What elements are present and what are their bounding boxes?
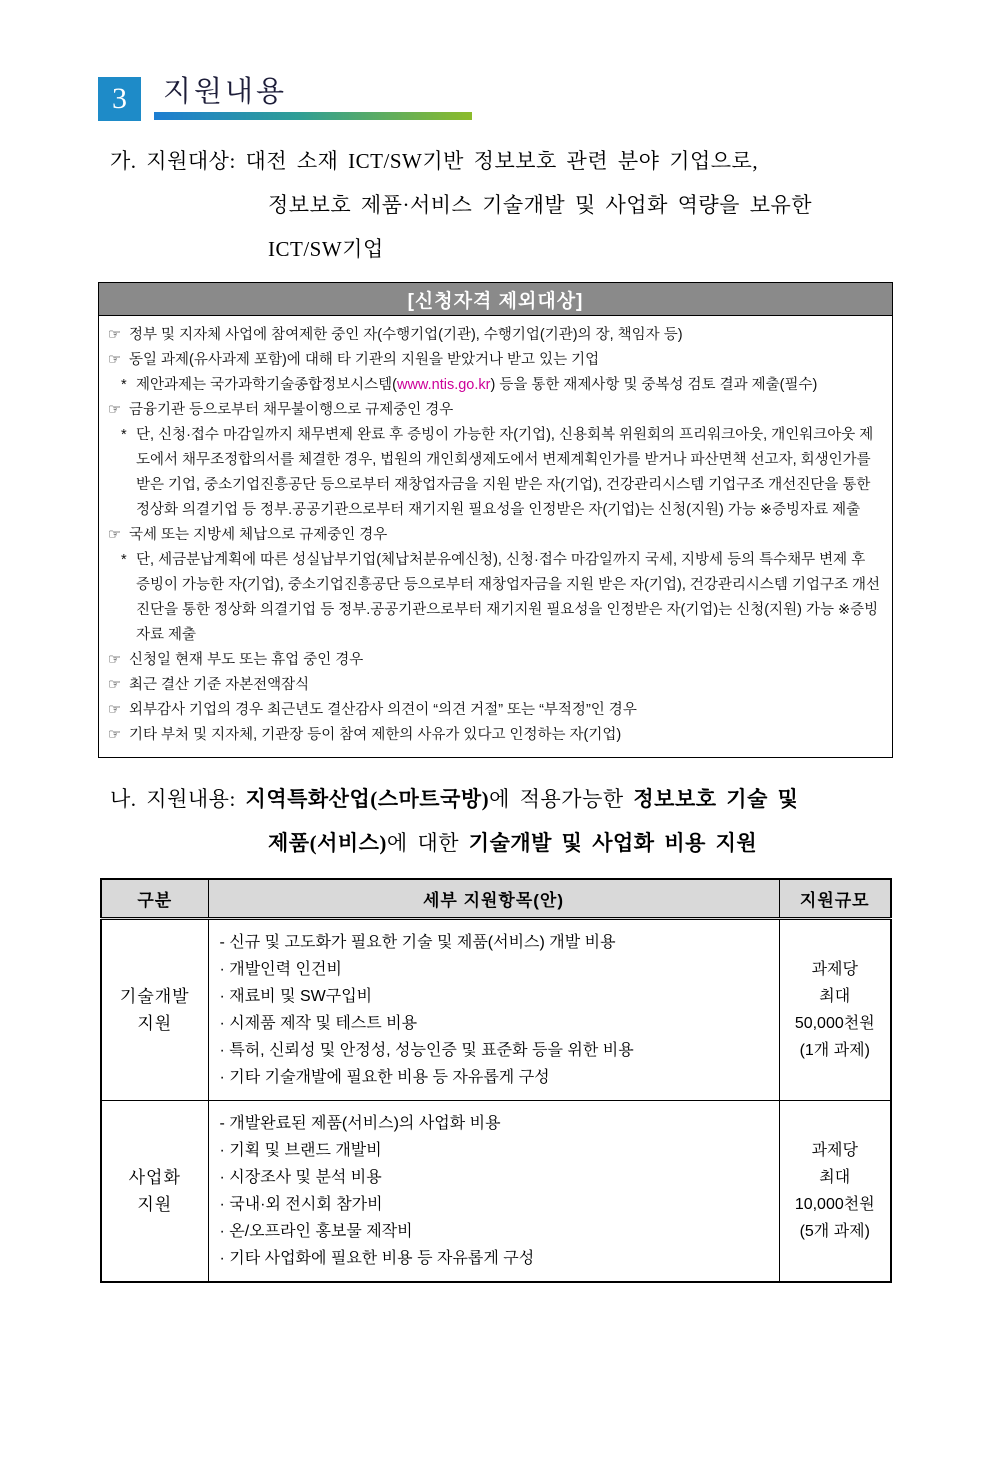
item-line: · 온/오프라인 홍보물 제작비 [219,1223,413,1240]
exclusion-box [98,282,893,758]
item-line: · 시장조사 및 분석 비용 [219,1169,382,1186]
exclusion-item-text: 정부 및 지자체 사업에 참여제한 중인 자(수행기업(기관), 수행기업(기관)의 장, 책임자 등) [129,327,683,343]
item-label: 가. [110,149,137,173]
item-line: - 신규 및 고도화가 필요한 기술 및 제품(서비스) 개발 비용 [219,934,616,951]
table-header-row [101,879,891,919]
item-line: · 기획 및 브랜드 개발비 [219,1142,382,1159]
exclusion-note-text: 단, 세금분납계획에 따른 성실납부기업(체납처분유예신청), 신청·접수 마감일까지 국세, 지방세 등의 특수채무 변제 후 증빙이 가능한 자(기업), 중소기업진흥공단 등으로부터 재창업자금을 지원 받은 자(기업), 건강관리시스템 기업구조 개선진단을 통한 정상화 의결기업 등 정부.공공기관으로부터 재기지원 필요성을 인정받은 자(기업)는 신청(지원) 가능 ※증빙자료 제출 [136,552,881,643]
item-line: · 재료비 및 SW구입비 [219,988,373,1005]
support-target-paragraph [110,139,894,271]
asterisk-marker: * [121,552,127,568]
item-line: · 기타 사업화에 필요한 비용 등 자유롭게 구성 [219,1250,535,1267]
scale-line: (1개 과제) [799,1042,870,1059]
exclusion-note-text [136,373,883,398]
paragraph-line [110,139,894,183]
paragraph-line [110,821,894,865]
exclusion-item-text: 동일 과제(유사과제 포함)에 대해 타 기관의 지원을 받았거나 받고 있는 기업 [129,352,600,368]
paragraph-text: 대전 소재 ICT/SW기반 정보보호 관련 분야 기업으로, [245,149,759,173]
exclusion-item-text: 금융기관 등으로부터 채무불이행으로 규제중인 경우 [129,402,454,418]
document-page [0,77,992,1480]
pointer-icon: ☞ [108,702,121,718]
exclusion-item [108,523,883,548]
item-line: · 시제품 제작 및 테스트 비용 [219,1015,418,1032]
pointer-icon: ☞ [108,527,121,543]
pointer-icon: ☞ [108,352,121,368]
exclusion-item [108,648,883,673]
scale-line: 최대 [819,1169,851,1186]
pointer-icon: ☞ [108,402,121,418]
scale-cell [779,919,891,1101]
table-row-commercialization [101,1101,891,1283]
item-heading: 지원대상: [146,149,236,173]
asterisk-marker: * [121,427,127,443]
item-label: 나. [110,787,137,811]
item-line: · 기타 기술개발에 필요한 비용 등 자유롭게 구성 [219,1069,550,1086]
exclusion-box-title: [신청자격 제외대상] [98,282,893,316]
category-line: 지원 [137,1014,173,1033]
bold-text: 지역특화산업(스마트국방) [245,787,490,811]
note-text-after-link: ) 등을 통한 재제사항 및 중복성 검토 결과 제출(필수) [490,377,818,393]
exclusion-item-text: 외부감사 기업의 경우 최근년도 결산감사 의견이 “의견 거절” 또는 “부적정”인 경우 [129,702,637,718]
plain-text: 에 적용가능한 [489,787,634,811]
pointer-icon: ☞ [108,727,121,743]
bold-text: 제품(서비스) [268,831,387,855]
section-header [98,77,992,121]
col-header-category: 구분 [101,879,208,919]
paragraph-line: ICT/SW기업 [268,237,384,261]
category-line: 지원 [137,1195,173,1214]
pointer-icon: ☞ [108,327,121,343]
exclusion-item [108,698,883,723]
section-title-block [154,77,472,120]
item-line: · 개발인력 인건비 [219,961,342,978]
exclusion-item [108,398,883,423]
bold-text: 기술개발 및 사업화 비용 지원 [468,831,758,855]
scale-line: 50,000천원 [794,1015,875,1032]
item-line: - 개발완료된 제품(서비스)의 사업화 비용 [219,1115,501,1132]
section-title: 지원내용 [163,76,288,108]
support-content-paragraph [110,777,894,865]
bold-text: 정보보호 기술 및 [633,787,799,811]
scale-line: 과제당 [811,961,858,978]
exclusion-note [121,423,883,523]
exclusion-item-text: 국세 또는 지방세 체납으로 규제중인 경우 [129,527,388,543]
exclusion-item-text: 신청일 현재 부도 또는 휴업 중인 경우 [129,652,364,668]
exclusion-box-list [98,316,893,758]
asterisk-marker: * [121,377,127,393]
exclusion-item [108,348,883,373]
section-number-badge: 3 [98,77,141,121]
exclusion-item [108,723,883,748]
paragraph-line: 정보보호 제품·서비스 기술개발 및 사업화 역량을 보유한 [268,193,813,217]
category-line: 기술개발 [119,987,190,1006]
item-line: · 특허, 신뢰성 및 안정성, 성능인증 및 표준화 등을 위한 비용 [219,1042,634,1059]
support-table [100,878,892,1283]
scale-cell [779,1101,891,1283]
exclusion-note [121,373,883,398]
exclusion-item [108,673,883,698]
paragraph-line [110,777,894,821]
item-line: · 국내·외 전시회 참가비 [219,1196,383,1213]
category-line: 사업화 [128,1168,181,1187]
ntis-link[interactable]: www.ntis.go.kr [396,377,491,393]
category-cell [101,1101,208,1283]
title-underline-gradient [154,112,472,120]
scale-line: 10,000천원 [794,1196,875,1213]
exclusion-item-text: 기타 부처 및 지자체, 기관장 등이 참여 제한의 사유가 있다고 인정하는 자(기업) [129,727,622,743]
items-cell [208,919,779,1101]
category-cell [101,919,208,1101]
pointer-icon: ☞ [108,652,121,668]
exclusion-note-text: 단, 신청·접수 마감일까지 채무변제 완료 후 증빙이 가능한 자(기업), 신용회복 위원회의 프리워크아웃, 개인워크아웃 제도에서 채무조정합의서를 체결한 경우, 법원의 개인회생제도에서 변제계획인가를 받거나 파산면책 선고자, 회생인가를 받은 기업, 중소기업진흥공단 등으로부터 재창업자금을 지원 받은 자(기업), 건강관리시스템 기업구조 개선진단을 통한 정상화 의결기업 등 정부.공공기관으로부터 재기지원 필요성을 인정받은 자(기업)는 신청(지원) 가능 ※증빙자료 제출 [136,427,874,518]
exclusion-item-text: 최근 결산 기준 자본전액잠식 [129,677,310,693]
col-header-items: 세부 지원항목(안) [208,879,779,919]
pointer-icon: ☞ [108,677,121,693]
exclusion-note [121,548,883,648]
scale-line: 과제당 [811,1142,858,1159]
items-cell [208,1101,779,1283]
table-row-tech-dev [101,919,891,1101]
item-heading: 지원내용: [146,787,236,811]
plain-text: 에 대한 [386,831,469,855]
col-header-scale: 지원규모 [779,879,891,919]
exclusion-item [108,323,883,348]
scale-line: (5개 과제) [799,1223,870,1240]
note-text-before-link: 제안과제는 국가과학기술종합정보시스템( [136,377,397,393]
scale-line: 최대 [819,988,851,1005]
